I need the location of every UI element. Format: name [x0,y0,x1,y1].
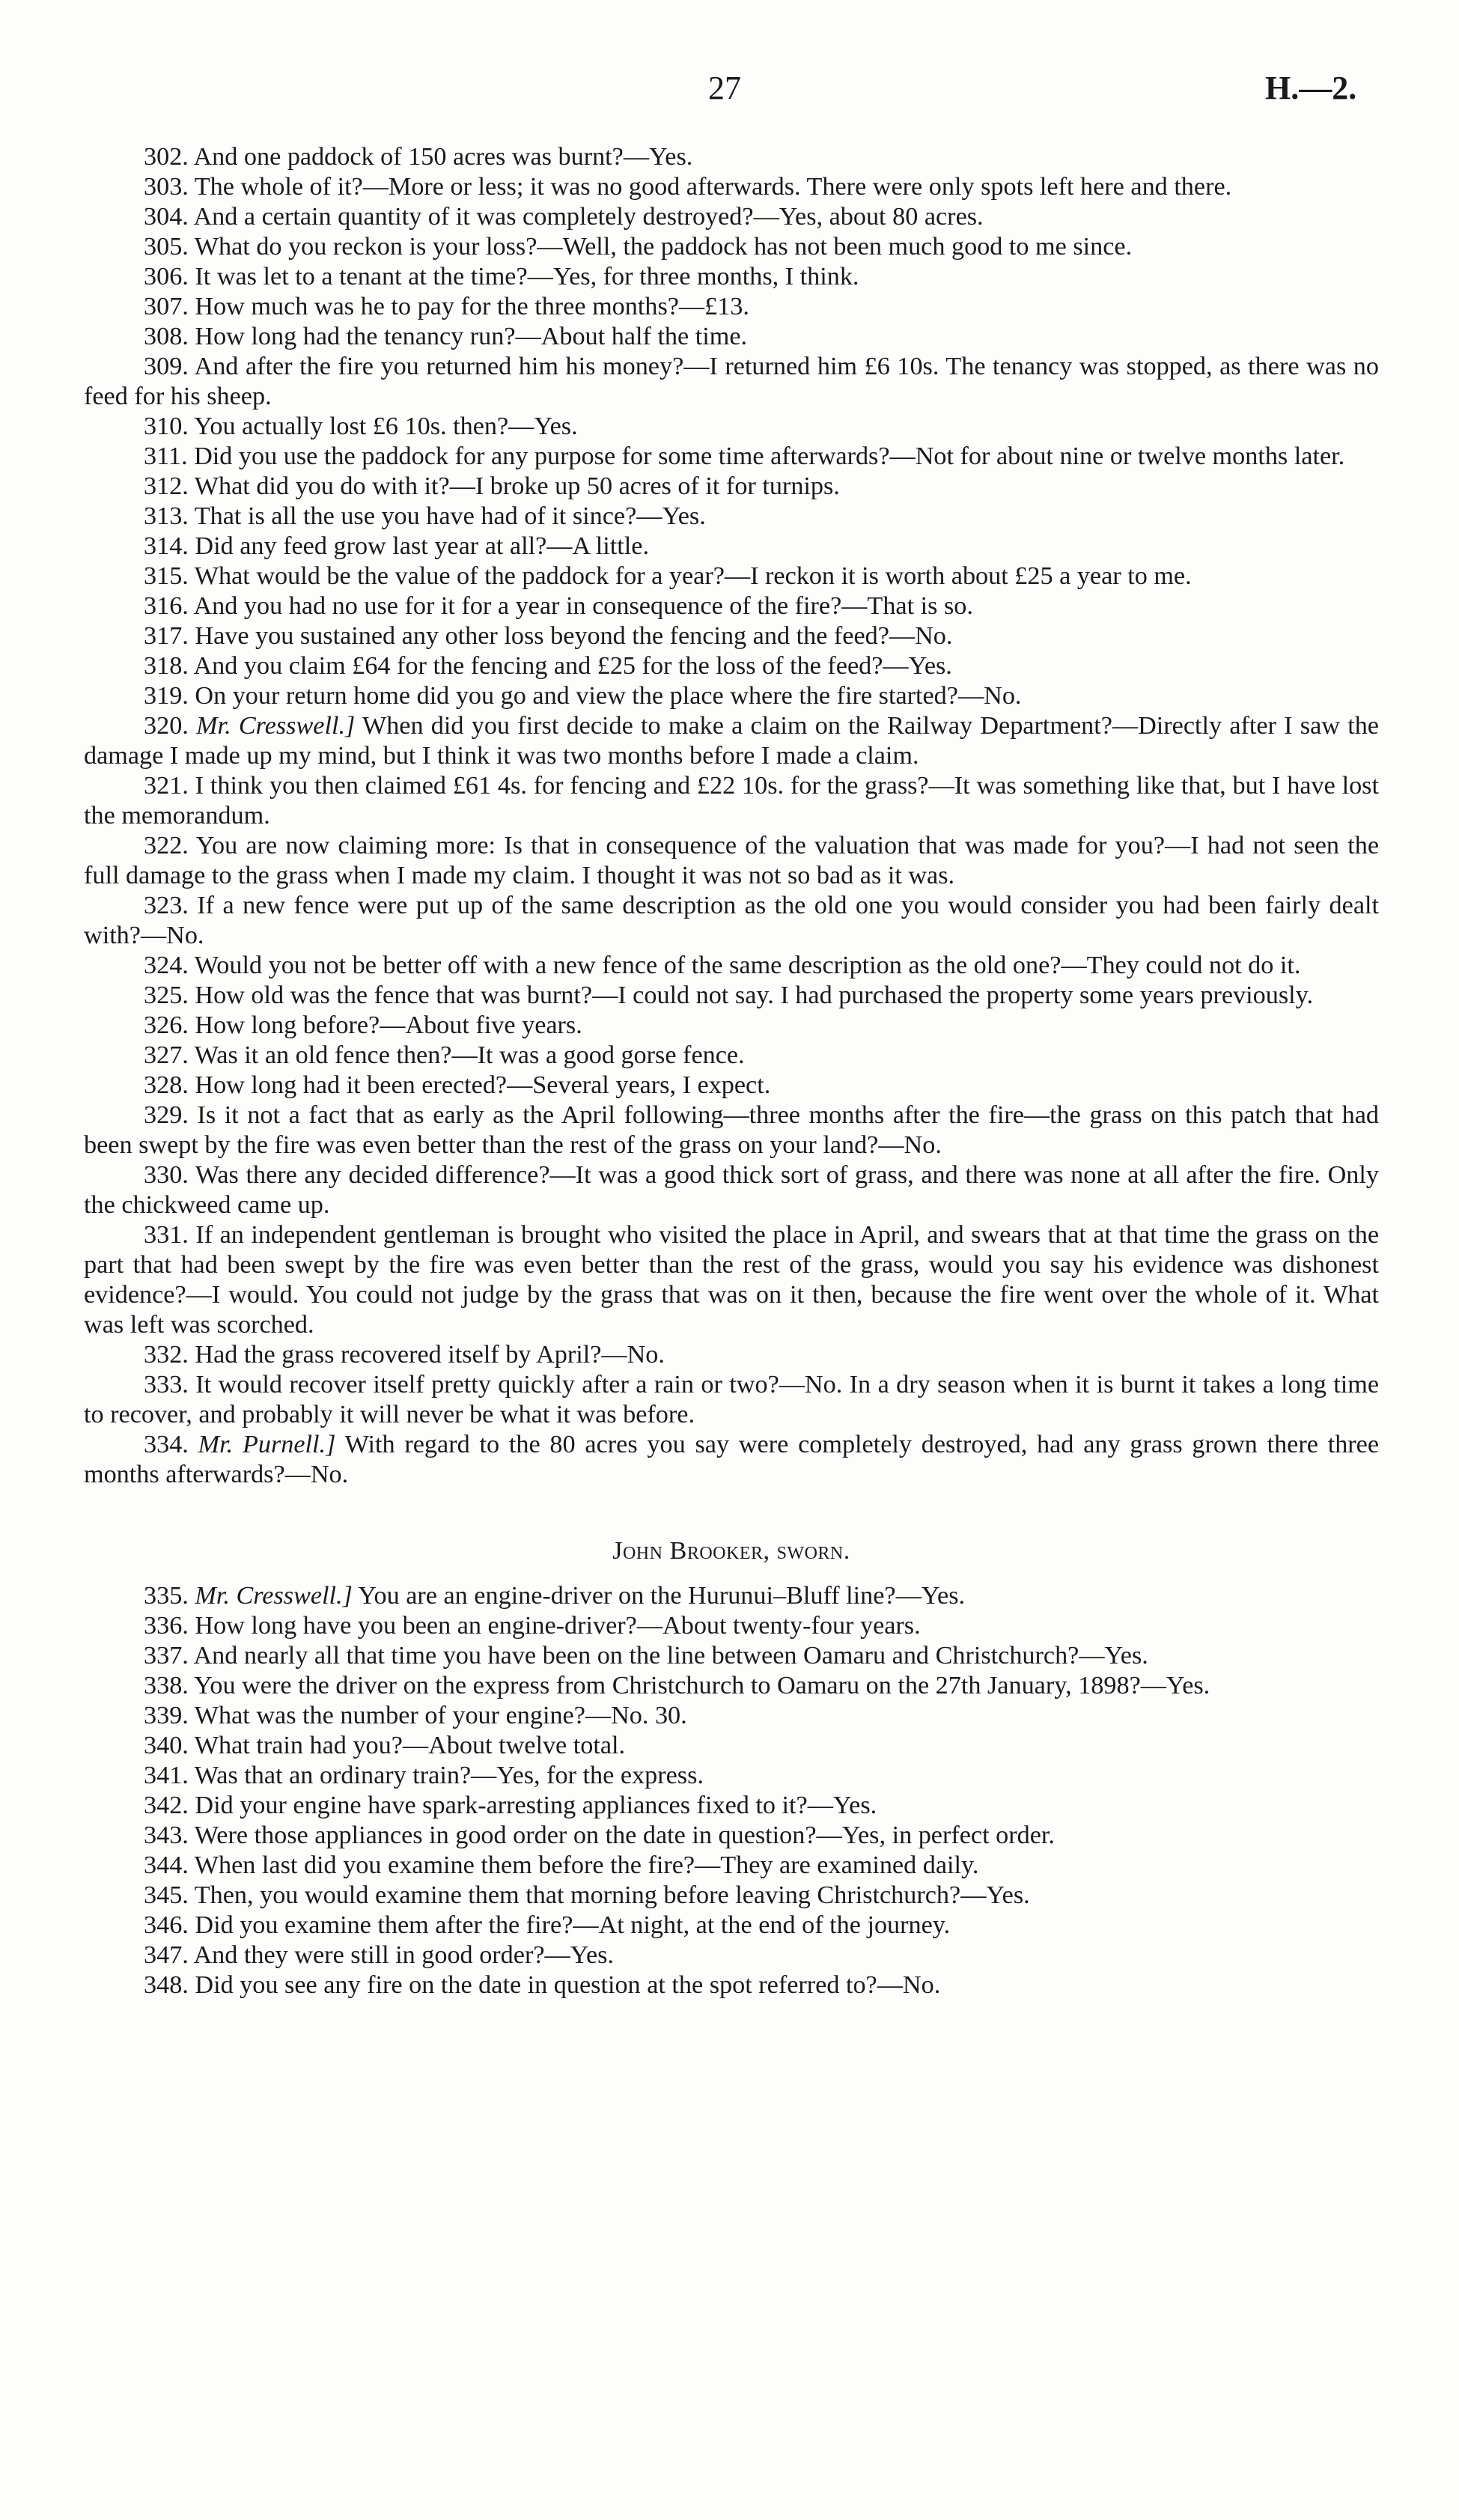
testimony-text: 345. Then, you would examine them that morning before leaving Christchurch?—Yes. [144,1881,1030,1909]
testimony-paragraph [84,532,1379,561]
document-body [84,142,1379,2000]
testimony-text: You are an engine-driver on the Hurunui–Bluff line?—Yes. [358,1582,966,1610]
testimony-paragraph [84,561,1379,591]
testimony-paragraph [84,1701,1379,1731]
testimony-text: 308. How long had the tenancy run?—About half the time. [144,323,748,350]
testimony-paragraph [84,1821,1379,1851]
testimony-text: 303. The whole of it?—More or less; it was no good afterwards. There were only spots left here and there. [144,173,1232,201]
testimony-text: 310. You actually lost £6 10s. then?—Yes. [144,413,578,440]
testimony-paragraph [84,1791,1379,1821]
testimony-text: With regard to the 80 acres you say were completely destroyed, had any grass grown there three months afterwards?—No. [84,1431,1380,1488]
testimony-text: 341. Was that an ordinary train?—Yes, for the express. [144,1762,704,1789]
testimony-section-1 [84,142,1379,1490]
testimony-paragraph [84,262,1379,292]
testimony-paragraph [84,951,1379,981]
testimony-paragraph [84,142,1379,172]
testimony-text: 336. How long have you been an engine-driver?—About twenty-four years. [144,1612,921,1640]
testimony-paragraph [84,711,1379,771]
testimony-paragraph [84,831,1379,891]
testimony-paragraph [84,1641,1379,1671]
testimony-text: 337. And nearly all that time you have been on the line between Oamaru and Christchurch?—Yes. [144,1642,1148,1670]
testimony-text: 329. Is it not a fact that as early as the April following—three months after the fire—the grass on this patch that had been swept by the fire was even better than the rest of the grass on your land?—No. [84,1101,1379,1159]
testimony-text: 319. On your return home did you go and view the place where the fire started?—No. [144,682,1022,710]
testimony-paragraph [84,1220,1379,1340]
testimony-paragraph [84,771,1379,831]
question-number: 335. [144,1582,189,1610]
testimony-paragraph [84,202,1379,232]
testimony-text: 342. Did your engine have spark-arresting appliances fixed to it?—Yes. [144,1792,877,1819]
testimony-text: 305. What do you reckon is your loss?—Well, the paddock has not been much good to me since. [144,233,1133,261]
testimony-paragraph [84,981,1379,1011]
testimony-paragraph [84,621,1379,651]
testimony-paragraph [84,502,1379,532]
testimony-paragraph [84,1761,1379,1791]
testimony-text: 347. And they were still in good order?—Yes. [144,1941,614,1969]
testimony-text: 316. And you had no use for it for a year in consequence of the fire?—That is so. [144,592,973,620]
testimony-paragraph [84,352,1379,412]
testimony-paragraph [84,591,1379,621]
testimony-text: 307. How much was he to pay for the three months?—£13. [144,293,749,320]
testimony-text: 332. Had the grass recovered itself by April?—No. [144,1341,665,1369]
testimony-paragraph [84,1851,1379,1881]
testimony-paragraph [84,681,1379,711]
testimony-text: 318. And you claim £64 for the fencing and £25 for the loss of the feed?—Yes. [144,652,952,680]
testimony-text: 312. What did you do with it?—I broke up 50 acres of it for turnips. [144,472,840,500]
testimony-paragraph [84,1881,1379,1911]
testimony-paragraph [84,1340,1379,1370]
testimony-text: 315. What would be the value of the paddock for a year?—I reckon it is worth about £25 a year to me. [144,562,1192,590]
testimony-text: 321. I think you then claimed £61 4s. for fencing and £22 10s. for the grass?—It was something like that, but I have lost the memorandum. [84,772,1379,830]
testimony-text: 340. What train had you?—About twelve total. [144,1732,626,1759]
testimony-paragraph [84,1370,1379,1430]
testimony-paragraph [84,292,1379,322]
testimony-paragraph [84,1581,1379,1611]
testimony-paragraph [84,322,1379,352]
testimony-paragraph [84,651,1379,681]
testimony-text: 313. That is all the use you have had of it since?—Yes. [144,502,706,530]
testimony-text: 338. You were the driver on the express from Christchurch to Oamaru on the 27th January, 1898?—Yes. [144,1672,1210,1699]
testimony-text: 323. If a new fence were put up of the same description as the old one you would consider you had been fairly dealt with?—No. [84,892,1379,949]
testimony-paragraph [84,232,1379,262]
testimony-text: 304. And a certain quantity of it was completely destroyed?—Yes, about 80 acres. [144,203,984,231]
testimony-paragraph [84,1671,1379,1701]
testimony-text: 343. Were those appliances in good order on the date in question?—Yes, in perfect order. [144,1821,1055,1849]
page-number: 27 [708,70,741,106]
testimony-paragraph [84,1160,1379,1220]
witness-heading: John Brooker, sworn. [612,1537,850,1565]
testimony-paragraph [84,1911,1379,1941]
testimony-paragraph [84,1430,1379,1490]
testimony-paragraph [84,1611,1379,1641]
testimony-paragraph [84,1731,1379,1761]
speaker-name: Mr. Purnell.] [198,1431,336,1458]
testimony-text: 325. How old was the fence that was burnt?—I could not say. I had purchased the property some years previously. [144,981,1314,1009]
testimony-paragraph [84,1941,1379,1970]
testimony-paragraph [84,472,1379,502]
testimony-text: 302. And one paddock of 150 acres was burnt?—Yes. [144,143,693,171]
testimony-text: 330. Was there any decided difference?—It was a good thick sort of grass, and there was none at all after the fire. Only the chickweed came up. [84,1161,1379,1219]
testimony-paragraph [84,442,1379,472]
testimony-paragraph [84,172,1379,202]
testimony-paragraph [84,412,1379,442]
testimony-text: 333. It would recover itself pretty quickly after a rain or two?—No. In a dry season when it is burnt it takes a long time to recover, and probably it will never be what it was before. [84,1371,1379,1428]
testimony-text: 324. Would you not be better off with a new fence of the same description as the old one?—They could not do it. [144,952,1301,979]
testimony-text: 348. Did you see any fire on the date in question at the spot referred to?—No. [144,1971,941,1999]
testimony-text: 311. Did you use the paddock for any purpose for some time afterwards?—Not for about nine or twelve months later. [144,442,1345,470]
question-number: 334. [144,1431,189,1458]
speaker-name: Mr. Cresswell.] [195,1582,353,1610]
testimony-paragraph [84,1101,1379,1160]
testimony-text: 339. What was the number of your engine?—No. 30. [144,1702,687,1729]
testimony-text: 317. Have you sustained any other loss beyond the fencing and the feed?—No. [144,622,953,650]
testimony-text: 306. It was let to a tenant at the time?—Yes, for three months, I think. [144,263,859,290]
testimony-paragraph [84,1041,1379,1071]
testimony-text: 331. If an independent gentleman is brought who visited the place in April, and swears that at that time the grass on the part that had been swept by the fire was even better than the rest of the grass, would you say his evidence was dishonest evidence?—I would. You could not judge by the grass that was on it then, because the fire went over the whole of it. What was left was scorched. [84,1221,1379,1339]
testimony-text: 314. Did any feed grow last year at all?—A little. [144,532,650,560]
testimony-paragraph [84,1970,1379,2000]
speaker-name: Mr. Cresswell.] [196,712,356,740]
testimony-text: 327. Was it an old fence then?—It was a good gorse fence. [144,1041,745,1069]
testimony-paragraph [84,1011,1379,1041]
testimony-paragraph [84,891,1379,951]
testimony-text: 309. And after the fire you returned him his money?—I returned him £6 10s. The tenancy was stopped, as there was no feed for his sheep. [84,353,1379,410]
testimony-text: When did you first decide to make a claim on the Railway Department?—Directly after I saw the damage I made up my mind, but I think it was two months before I made a claim. [84,712,1379,770]
testimony-text: 344. When last did you examine them before the fire?—They are examined daily. [144,1851,979,1879]
testimony-paragraph [84,1071,1379,1101]
question-number: 320. [144,712,189,740]
page-header [0,69,1459,121]
testimony-text: 322. You are now claiming more: Is that in consequence of the valuation that was made for you?—I had not seen the full damage to the grass when I made my claim. I thought it was not so bad as it was. [84,832,1379,889]
testimony-section-2 [84,1581,1379,2000]
testimony-text: 346. Did you examine them after the fire?—At night, at the end of the journey. [144,1911,951,1939]
testimony-text: 326. How long before?—About five years. [144,1011,582,1039]
document-reference: H.—2. [1265,70,1357,106]
testimony-text: 328. How long had it been erected?—Several years, I expect. [144,1071,771,1099]
